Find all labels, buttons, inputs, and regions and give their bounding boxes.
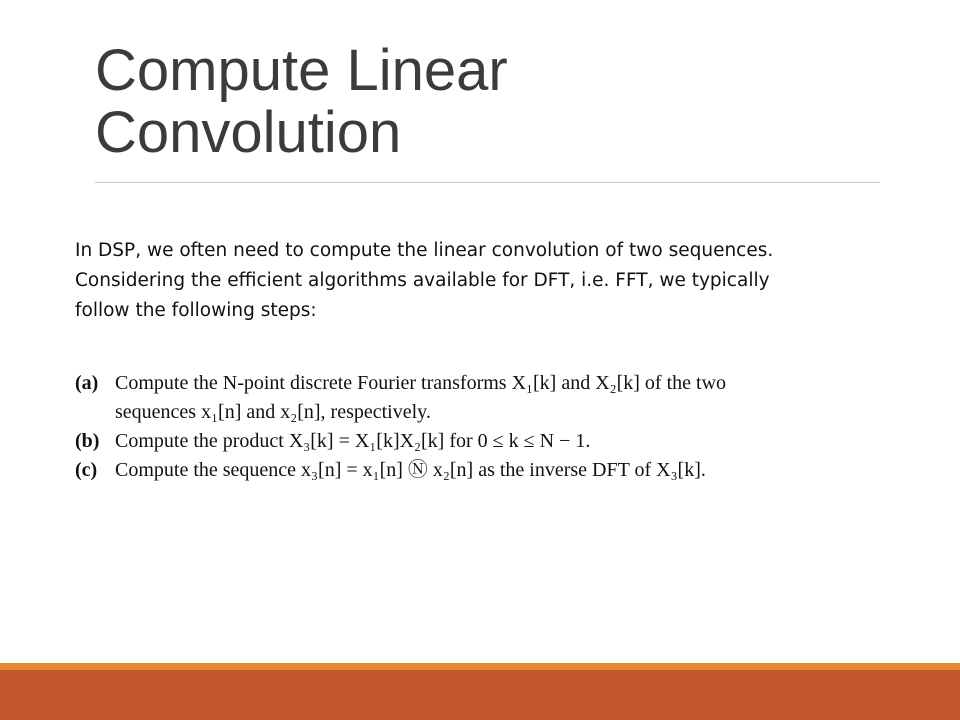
step-b-line-1: Compute the product X₃[k] = X₁[k]X₂[k] for 0 ≤ k ≤ N − 1. <box>115 430 591 452</box>
step-b <box>75 427 925 456</box>
step-c-line-1: Compute the sequence x₃[n] = x₁[n] Ⓝ x₂[n] as the inverse DFT of X₃[k]. <box>115 459 706 481</box>
intro-paragraph <box>75 236 905 326</box>
step-a <box>75 369 925 427</box>
step-a-line-2: sequences x₁[n] and x₂[n], respectively. <box>115 401 431 423</box>
steps-list <box>75 369 925 485</box>
title-line-1: Compute Linear <box>95 38 508 103</box>
step-c <box>75 456 925 485</box>
footer-band-accent <box>0 663 960 670</box>
slide-title <box>95 40 895 164</box>
title-line-2: Convolution <box>95 100 402 165</box>
step-label: (a) <box>75 372 99 394</box>
intro-line-2: Considering the efficient algorithms available for DFT, i.e. FFT, we typically <box>75 270 770 291</box>
intro-line-3: follow the following steps: <box>75 300 317 321</box>
step-label: (c) <box>75 459 98 481</box>
step-label: (b) <box>75 430 100 452</box>
footer-band <box>0 670 960 720</box>
title-divider <box>95 182 880 183</box>
intro-line-1: In DSP, we often need to compute the linear convolution of two sequences. <box>75 240 774 261</box>
step-a-line-1: Compute the N-point discrete Fourier transforms X₁[k] and X₂[k] of the two <box>115 372 727 394</box>
